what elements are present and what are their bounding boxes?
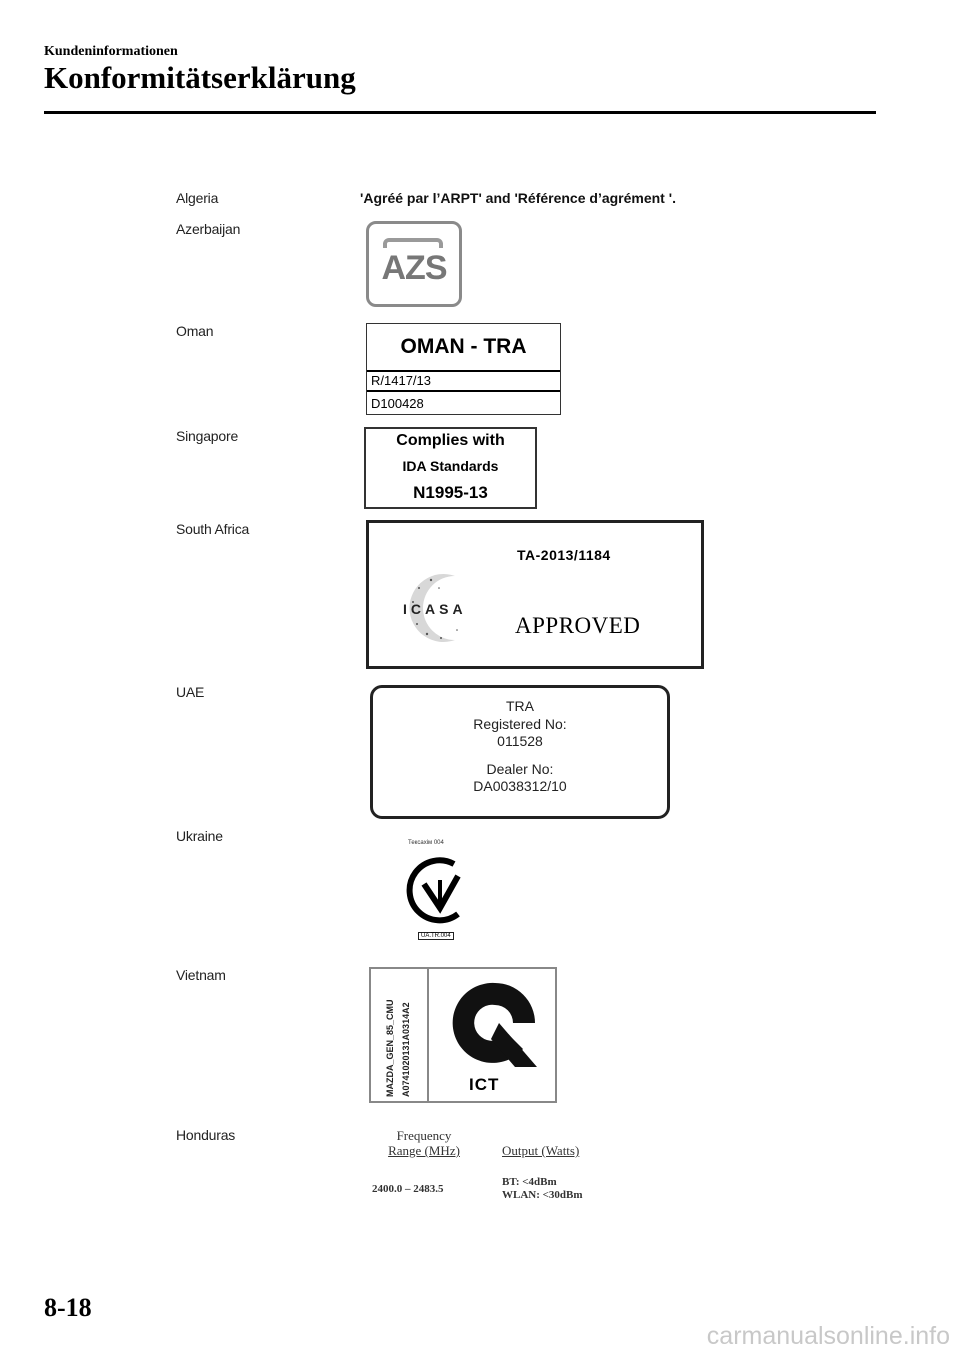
page-number: 8-18	[44, 1293, 92, 1322]
azs-logo-text: AZS	[373, 248, 455, 288]
ida-label	[364, 427, 537, 509]
ukraine-mark	[398, 840, 480, 946]
svg-text:ICASA: ICASA	[403, 601, 467, 617]
country-vietnam: Vietnam	[176, 967, 226, 983]
country-azerbaijan: Azerbaijan	[176, 221, 241, 237]
ict-logo-icon	[445, 977, 545, 1073]
country-algeria: Algeria	[176, 190, 219, 206]
ukraine-conformity-icon	[402, 850, 478, 930]
honduras-output-value	[502, 1176, 583, 1202]
uae-line-3: 011528	[497, 733, 543, 749]
country-south-africa: South Africa	[176, 521, 250, 537]
uae-line-4: Dealer No:	[486, 761, 554, 777]
oman-dealer: D100428	[371, 396, 424, 411]
honduras-output-bt: BT: <4dBm	[502, 1176, 557, 1188]
ukraine-mark-top-text: Тексахім 004	[408, 840, 444, 846]
algeria-approval-text: 'Agréé par l’ARPT' and 'Référence d’agrément '.	[360, 190, 676, 206]
honduras-frequency-value: 2400.0 – 2483.5	[372, 1183, 444, 1195]
country-honduras: Honduras	[176, 1127, 236, 1143]
title-divider	[44, 111, 876, 114]
ida-line-1: Complies with	[396, 432, 505, 449]
icasa-label	[366, 520, 704, 669]
uae-line-2: Registered No:	[473, 716, 567, 732]
honduras-frequency-header-line-1: Frequency	[396, 1128, 452, 1143]
icasa-status: APPROVED	[515, 613, 641, 638]
ict-side-panel	[371, 969, 429, 1101]
uae-line-5: DA0038312/10	[473, 778, 567, 794]
country-uae: UAE	[176, 684, 205, 700]
ict-logo-label: ICT	[469, 1075, 500, 1094]
ict-vertical-text-1: MAZDA_GEN_85_CMU	[385, 999, 395, 1097]
ukraine-mark-code: UA.TR.004	[418, 932, 454, 940]
country-ukraine: Ukraine	[176, 828, 223, 844]
honduras-output-header: Output (Watts)	[502, 1143, 580, 1158]
oman-tra-label	[366, 323, 561, 415]
page-title: Konformitätserklärung	[44, 60, 356, 95]
ida-line-2: IDA Standards	[402, 458, 499, 474]
ict-label	[369, 967, 557, 1103]
section-label: Kundeninformationen	[44, 44, 178, 59]
country-singapore: Singapore	[176, 428, 239, 444]
icasa-logo	[397, 568, 497, 648]
ict-vertical-text-2: A0741020131A0314A2	[401, 1002, 411, 1097]
ida-line-3: N1995-13	[413, 483, 488, 502]
site-watermark: carmanualsonline.info	[706, 1322, 950, 1350]
honduras-frequency-header	[372, 1128, 476, 1158]
oman-registration: R/1417/13	[367, 372, 560, 392]
oman-heading: OMAN - TRA	[367, 324, 560, 372]
honduras-output-wlan: WLAN: <30dBm	[502, 1189, 583, 1201]
uae-tra-label	[370, 685, 670, 819]
uae-line-1: TRA	[506, 698, 534, 714]
honduras-frequency-header-line-2: Range (MHz)	[388, 1143, 460, 1158]
icasa-number: TA-2013/1184	[517, 547, 611, 563]
azs-logo	[366, 221, 462, 307]
country-oman: Oman	[176, 323, 214, 339]
